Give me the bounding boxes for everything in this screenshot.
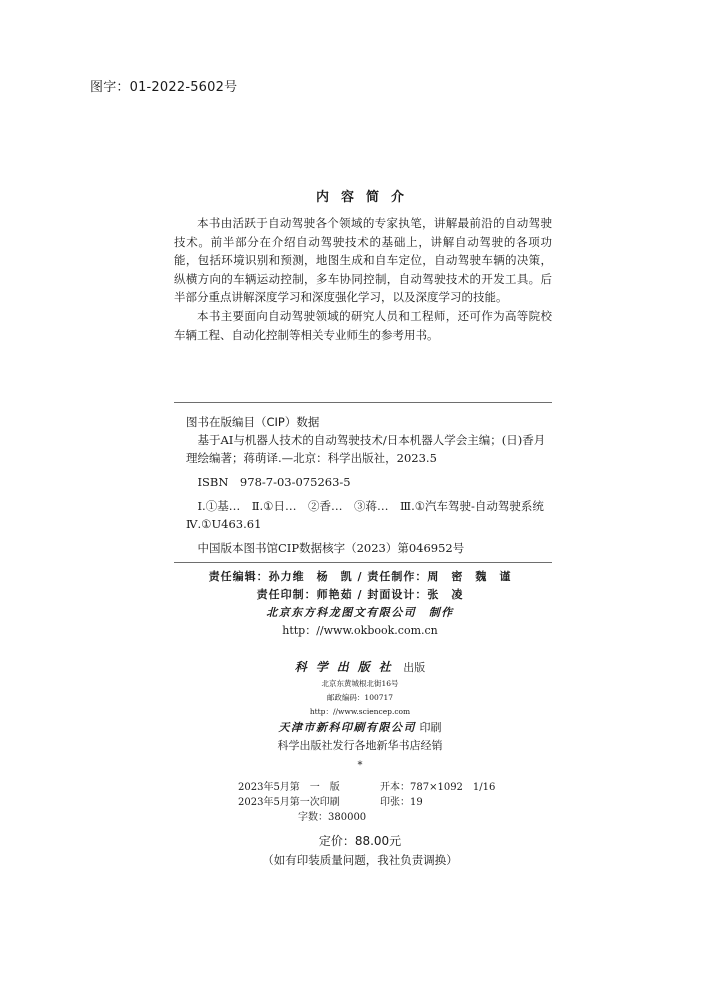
- printing-label: 2023年5月第一次印刷: [238, 797, 340, 808]
- cip-bottom-rule: [174, 562, 552, 563]
- distributor: 科学出版社发行各地新华书店经销: [277, 739, 443, 752]
- intro-body: [174, 214, 552, 344]
- cip-book-line: 理绘编著；蒋萌译.—北京：科学出版社，2023.5: [186, 451, 437, 465]
- sheets-label: 印张：19: [380, 797, 423, 808]
- printer-role: 印刷: [419, 721, 442, 734]
- edition-label: 2023年5月第 一 版: [238, 782, 340, 793]
- permit-number: 图字：01-2022-5602号: [90, 80, 238, 95]
- producer-credit: 北京东方科龙图文有限公司 制作: [266, 606, 454, 619]
- format-label: 开本：787×1092 1/16: [380, 782, 496, 793]
- edition-block: [238, 780, 498, 825]
- cip-top-rule: [174, 402, 552, 403]
- publisher-website: http：//www.sciencep.com: [309, 707, 411, 716]
- publisher-postcode: 邮政编码：100717: [326, 693, 394, 702]
- cip-number: 中国版本图书馆CIP数据核字（2023）第046952号: [186, 541, 465, 555]
- price-label: 定价：88.00元: [318, 834, 402, 848]
- separator-star: *: [357, 760, 363, 771]
- cip-heading: 图书在版编目（CIP）数据: [186, 415, 320, 429]
- intro-title: 内容简介: [315, 190, 416, 205]
- intro-paragraph: 本书由活跃于自动驾驶各个领域的专家执笔，讲解最前沿的自动驾驶技术。前半部分在介绍自动驾驶技术的基础上，讲解自动驾驶的各项功能，包括环境识别和预测，地图生成和自车定位，自动驾驶车辆的决策，纵横方向的车辆运动控制，多车协同控制，自动驾驶技术的开发工具。后半部分重点讲解深度学习和深度强化学习，以及深度学习的技能。: [174, 216, 552, 305]
- producer-website: http：//www.okbook.com.cn: [282, 624, 438, 637]
- cip-classification: Ⅳ.①U463.61: [186, 517, 262, 531]
- publisher-role: 出版: [403, 661, 426, 674]
- publisher-address: 北京东黄城根北街16号: [321, 679, 399, 688]
- words-label: 字数：380000: [298, 812, 367, 823]
- editors-credit: 责任编辑：孙力维 杨 凯 / 责任制作：周 密 魏 谨: [208, 570, 512, 583]
- print-cover-credit: 责任印制：师艳茹 / 封面设计：张 凌: [256, 588, 464, 601]
- price-note: （如有印装质量问题，我社负责调换）: [262, 853, 458, 867]
- cip-data-block: [186, 413, 552, 557]
- cip-classification: Ⅰ.①基… Ⅱ.①日… ②香… ③蒋… Ⅲ.①汽车驾驶-自动驾驶系统: [186, 499, 544, 513]
- credits-block: [0, 568, 720, 640]
- publisher-block: [0, 658, 720, 755]
- cip-isbn: ISBN 978-7-03-075263-5: [186, 475, 351, 489]
- publisher-name: 科学出版社: [294, 660, 400, 674]
- intro-paragraph: 本书主要面向自动驾驶领域的研究人员和工程师，还可作为高等院校车辆工程、自动化控制等相关专业师生的参考用书。: [174, 308, 552, 342]
- cip-book-line: 基于AI与机器人技术的自动驾驶技术/日本机器人学会主编；(日)香月: [186, 433, 546, 447]
- printer-name: 天津市新科印刷有限公司: [278, 721, 416, 734]
